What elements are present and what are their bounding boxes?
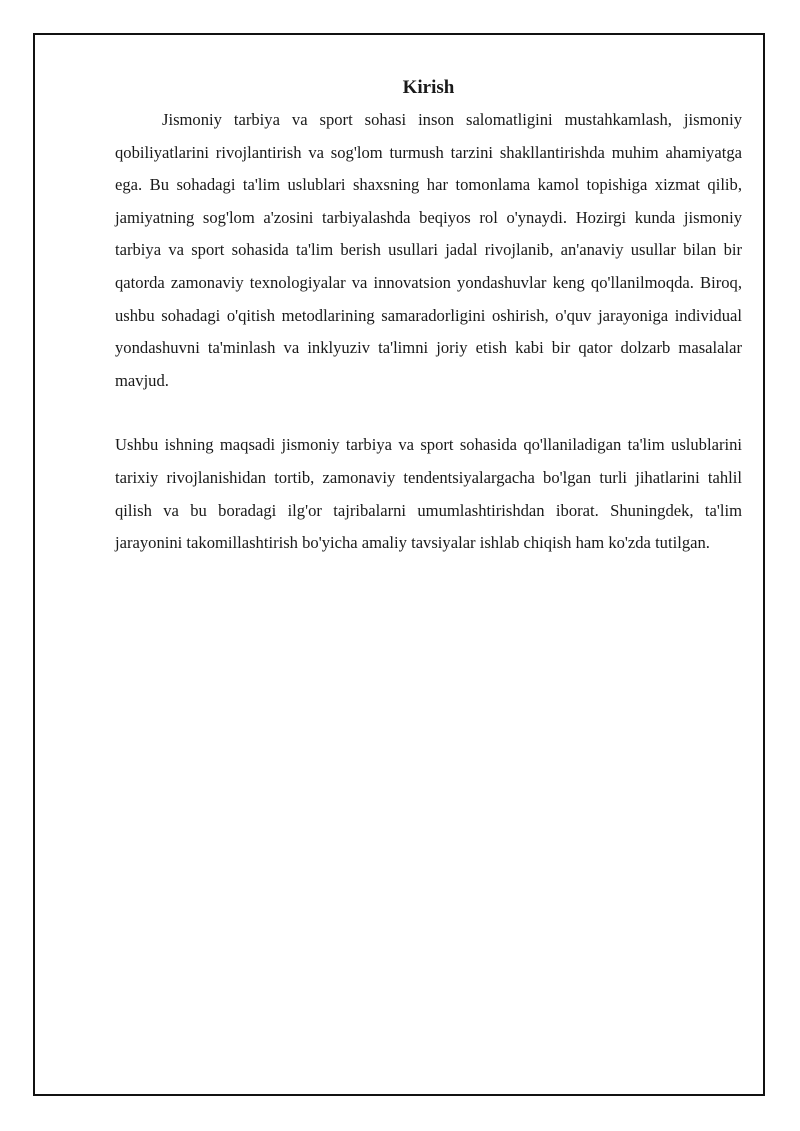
document-body	[115, 74, 742, 560]
intro-paragraph-2: Ushbu ishning maqsadi jismoniy tarbiya va sport sohasida qo'llaniladigan ta'lim uslublarini tarixiy rivojlanishidan tortib, zamonaviy tendentsiyalargacha bo'lgan turli jihatlarini tahlil qilish va bu boradagi ilg'or tajribalarni umumlashtirishdan iborat. Shuningdek, ta'lim jarayonini takomillashtirish bo'yicha amaliy tavsiyalar ishlab chiqish ham ko'zda tutilgan.	[115, 435, 742, 553]
intro-paragraph-1: Jismoniy tarbiya va sport sohasi inson salomatligini mustahkamlash, jismoniy qobiliyatlarini rivojlantirish va sog'lom turmush tarzini shakllantirishda muhim ahamiyatga ega. Bu sohadagi ta'lim uslublari shaxsning har tomonlama kamol topishiga xizmat qilib, jamiyatning sog'lom a'zosini tarbiyalashda beqiyos rol o'ynaydi. Hozirgi kunda jismoniy tarbiya va sport sohasida ta'lim berish usullari jadal rivojlanib, an'anaviy usullar bilan bir qatorda zamonaviy texnologiyalar va innovatsion yondashuvlar keng qo'llanilmoqda. Biroq, ushbu sohadagi o'qitish metodlarining samaradorligini oshirish, o'quv jarayoniga individual yondashuvni ta'minlash va inklyuziv ta'limni joriy etish kabi bir qator dolzarb masalalar mavjud.	[115, 110, 742, 390]
document-title: Kirish	[402, 77, 455, 98]
